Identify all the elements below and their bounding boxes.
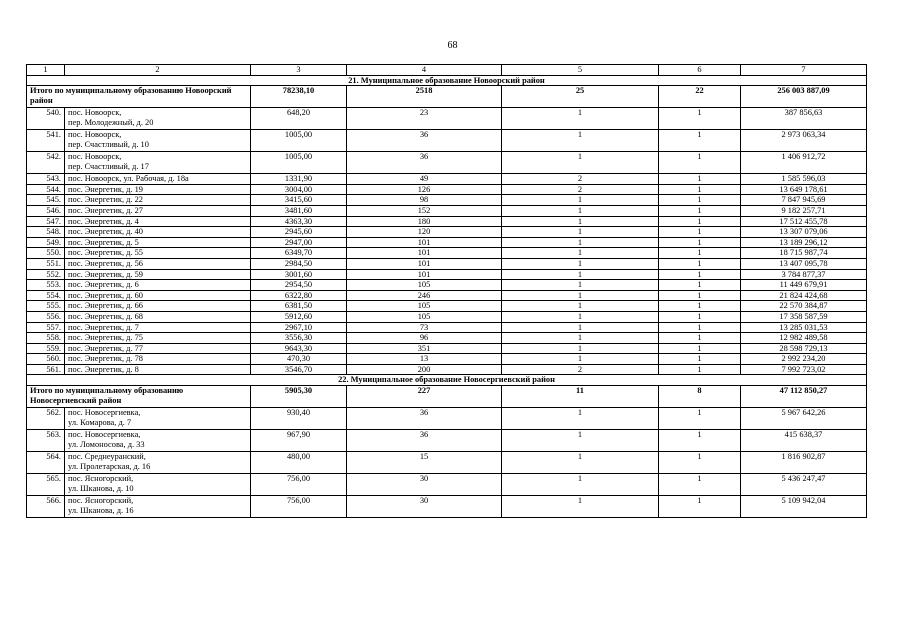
table-row (27, 258, 867, 269)
value-c4: 351 (347, 343, 502, 354)
address-cell (65, 248, 251, 259)
address-cell (65, 269, 251, 280)
value-c5: 1 (502, 408, 659, 430)
total-value-c6: 8 (659, 386, 741, 408)
address-line: ул. Ломоносова, д. 33 (68, 439, 145, 449)
value-c3: 756,00 (251, 474, 347, 496)
address-cell (65, 333, 251, 344)
address-line: пос. Энергетик, д. 8 (68, 364, 139, 374)
table-row (27, 216, 867, 227)
row-number: 566. (27, 496, 65, 518)
value-c3: 480,00 (251, 452, 347, 474)
address-line: пер. Молодежный, д. 20 (68, 117, 154, 127)
table-body (27, 65, 867, 518)
address-cell (65, 301, 251, 312)
value-c7: 17 358 587,59 (741, 311, 867, 322)
row-number: 563. (27, 430, 65, 452)
table-row (27, 152, 867, 174)
value-c5: 1 (502, 195, 659, 206)
address-line: пос. Новосергиевка, (68, 408, 141, 418)
value-c3: 648,20 (251, 108, 347, 130)
total-value-c7: 47 112 850,27 (741, 386, 867, 408)
value-c4: 36 (347, 430, 502, 452)
value-c5: 1 (502, 354, 659, 365)
table-row (27, 174, 867, 185)
value-c6: 1 (659, 205, 741, 216)
value-c5: 1 (502, 269, 659, 280)
table-row (27, 108, 867, 130)
value-c6: 1 (659, 311, 741, 322)
row-number: 552. (27, 269, 65, 280)
table-row (27, 354, 867, 365)
value-c3: 4363,30 (251, 216, 347, 227)
address-line: пос. Энергетик, д. 7 (68, 322, 139, 332)
value-c7: 387 856,63 (741, 108, 867, 130)
address-line: ул. Пролетарская, д. 16 (68, 461, 151, 471)
value-c6: 1 (659, 290, 741, 301)
address-line: пос. Энергетик, д. 5 (68, 237, 139, 247)
value-c3: 1005,00 (251, 130, 347, 152)
value-c7: 1 406 912,72 (741, 152, 867, 174)
row-number: 557. (27, 322, 65, 333)
value-c5: 1 (502, 333, 659, 344)
value-c6: 1 (659, 496, 741, 518)
value-c4: 98 (347, 195, 502, 206)
value-c7: 28 598 729,13 (741, 343, 867, 354)
value-c4: 246 (347, 290, 502, 301)
header-cell: 3 (251, 65, 347, 76)
value-c3: 3001,60 (251, 269, 347, 280)
section-title: 21. Муниципальное образование Новоорский район (27, 75, 867, 86)
row-number: 560. (27, 354, 65, 365)
value-c7: 5 967 642,26 (741, 408, 867, 430)
row-number: 547. (27, 216, 65, 227)
value-c6: 1 (659, 322, 741, 333)
value-c4: 105 (347, 301, 502, 312)
value-c5: 1 (502, 430, 659, 452)
value-c7: 13 407 095,78 (741, 258, 867, 269)
table-row (27, 195, 867, 206)
table-row (27, 184, 867, 195)
address-line: пос. Энергетик, д. 22 (68, 195, 143, 205)
value-c4: 30 (347, 496, 502, 518)
value-c7: 3 784 877,37 (741, 269, 867, 280)
table-row (27, 333, 867, 344)
value-c7: 18 715 987,74 (741, 248, 867, 259)
value-c6: 1 (659, 184, 741, 195)
address-line: пос. Среднеуранский, (68, 452, 146, 462)
address-line: пос. Энергетик, д. 27 (68, 205, 143, 215)
value-c5: 2 (502, 174, 659, 185)
table-row (27, 248, 867, 259)
table-row (27, 496, 867, 518)
table-row (27, 130, 867, 152)
address-cell (65, 311, 251, 322)
address-line: пос. Новоорск, ул. Рабочая, д. 18а (68, 174, 189, 184)
value-c5: 1 (502, 311, 659, 322)
value-c5: 1 (502, 216, 659, 227)
address-line: пос. Энергетик, д. 6 (68, 280, 139, 290)
address-line: пос. Ясногорский, (68, 474, 134, 484)
value-c5: 1 (502, 496, 659, 518)
address-line: пос. Энергетик, д. 4 (68, 216, 139, 226)
table-row (27, 474, 867, 496)
address-cell (65, 322, 251, 333)
value-c5: 1 (502, 248, 659, 259)
header-cell: 1 (27, 65, 65, 76)
total-value-c4: 2518 (347, 86, 502, 108)
row-number: 562. (27, 408, 65, 430)
value-c7: 1 816 902,87 (741, 452, 867, 474)
total-value-c5: 25 (502, 86, 659, 108)
value-c3: 3004,00 (251, 184, 347, 195)
table-row (27, 227, 867, 238)
address-line: ул. Шканова, д. 10 (68, 483, 134, 493)
value-c4: 180 (347, 216, 502, 227)
value-c4: 101 (347, 258, 502, 269)
value-c6: 1 (659, 174, 741, 185)
value-c7: 13 285 031,53 (741, 322, 867, 333)
row-number: 542. (27, 152, 65, 174)
row-number: 545. (27, 195, 65, 206)
value-c3: 2984,50 (251, 258, 347, 269)
table-row (27, 205, 867, 216)
section-total-row (27, 86, 867, 108)
value-c4: 105 (347, 311, 502, 322)
value-c3: 2947,00 (251, 237, 347, 248)
value-c7: 13 307 079,06 (741, 227, 867, 238)
value-c7: 5 436 247,47 (741, 474, 867, 496)
value-c6: 1 (659, 364, 741, 375)
value-c5: 1 (502, 227, 659, 238)
value-c3: 9643,30 (251, 343, 347, 354)
address-line: пос. Энергетик, д. 77 (68, 343, 143, 353)
address-cell (65, 152, 251, 174)
value-c3: 6349,70 (251, 248, 347, 259)
housing-table (26, 64, 867, 518)
page-number: 68 (447, 40, 458, 51)
address-line: ул. Комарова, д. 7 (68, 417, 132, 427)
value-c7: 7 847 945,69 (741, 195, 867, 206)
row-number: 543. (27, 174, 65, 185)
value-c4: 101 (347, 248, 502, 259)
value-c6: 1 (659, 333, 741, 344)
value-c5: 1 (502, 301, 659, 312)
value-c4: 23 (347, 108, 502, 130)
value-c4: 101 (347, 269, 502, 280)
value-c5: 1 (502, 237, 659, 248)
address-cell (65, 430, 251, 452)
value-c7: 11 449 679,91 (741, 280, 867, 291)
value-c4: 36 (347, 408, 502, 430)
total-value-c5: 11 (502, 386, 659, 408)
total-label: Итого по муниципальному образованию Новоорский район (27, 86, 251, 108)
section-title-row (27, 75, 867, 86)
value-c6: 1 (659, 130, 741, 152)
row-number: 544. (27, 184, 65, 195)
value-c7: 13 189 296,12 (741, 237, 867, 248)
row-number: 548. (27, 227, 65, 238)
value-c5: 1 (502, 152, 659, 174)
column-number-header (27, 65, 867, 76)
section-total-row (27, 386, 867, 408)
table-row (27, 290, 867, 301)
value-c5: 1 (502, 343, 659, 354)
value-c6: 1 (659, 248, 741, 259)
value-c6: 1 (659, 280, 741, 291)
table-row (27, 430, 867, 452)
row-number: 556. (27, 311, 65, 322)
value-c4: 152 (347, 205, 502, 216)
row-number: 540. (27, 108, 65, 130)
address-cell (65, 343, 251, 354)
value-c3: 3481,60 (251, 205, 347, 216)
address-cell (65, 496, 251, 518)
row-number: 564. (27, 452, 65, 474)
row-number: 565. (27, 474, 65, 496)
value-c4: 73 (347, 322, 502, 333)
table-row (27, 452, 867, 474)
address-line: пос. Энергетик, д. 19 (68, 184, 143, 194)
address-line: пос. Энергетик, д. 56 (68, 258, 143, 268)
header-cell: 6 (659, 65, 741, 76)
header-cell: 2 (65, 65, 251, 76)
value-c3: 2945,60 (251, 227, 347, 238)
table-row (27, 301, 867, 312)
value-c6: 1 (659, 343, 741, 354)
value-c7: 17 512 455,78 (741, 216, 867, 227)
value-c7: 2 992 234,20 (741, 354, 867, 365)
value-c5: 2 (502, 364, 659, 375)
address-cell (65, 205, 251, 216)
value-c6: 1 (659, 354, 741, 365)
value-c4: 36 (347, 152, 502, 174)
value-c3: 3546,70 (251, 364, 347, 375)
value-c3: 6322,80 (251, 290, 347, 301)
value-c5: 1 (502, 290, 659, 301)
value-c3: 6381,50 (251, 301, 347, 312)
value-c5: 1 (502, 280, 659, 291)
address-line: пос. Ясногорский, (68, 496, 134, 506)
value-c3: 5912,60 (251, 311, 347, 322)
total-value-c3: 5905,30 (251, 386, 347, 408)
value-c4: 30 (347, 474, 502, 496)
address-cell (65, 452, 251, 474)
address-line: пер. Счастливый, д. 17 (68, 161, 149, 171)
value-c5: 2 (502, 184, 659, 195)
row-number: 554. (27, 290, 65, 301)
address-line: пос. Энергетик, д. 78 (68, 354, 143, 364)
value-c6: 1 (659, 269, 741, 280)
table-row (27, 280, 867, 291)
value-c4: 13 (347, 354, 502, 365)
value-c6: 1 (659, 301, 741, 312)
row-number: 551. (27, 258, 65, 269)
table-row (27, 364, 867, 375)
value-c6: 1 (659, 430, 741, 452)
value-c6: 1 (659, 452, 741, 474)
value-c3: 3415,60 (251, 195, 347, 206)
address-line: пос. Новосергиевка, (68, 430, 141, 440)
value-c6: 1 (659, 216, 741, 227)
address-line: пер. Счастливый, д. 10 (68, 139, 149, 149)
address-line: пос. Энергетик, д. 68 (68, 311, 143, 321)
address-cell (65, 130, 251, 152)
value-c4: 36 (347, 130, 502, 152)
value-c7: 2 973 063,34 (741, 130, 867, 152)
value-c4: 49 (347, 174, 502, 185)
section-title-row (27, 375, 867, 386)
value-c3: 2954,50 (251, 280, 347, 291)
address-cell (65, 258, 251, 269)
address-line: ул. Шканова, д. 16 (68, 505, 134, 515)
value-c5: 1 (502, 322, 659, 333)
value-c4: 101 (347, 237, 502, 248)
row-number: 541. (27, 130, 65, 152)
value-c3: 470,30 (251, 354, 347, 365)
table-row (27, 237, 867, 248)
row-number: 549. (27, 237, 65, 248)
row-number: 558. (27, 333, 65, 344)
value-c5: 1 (502, 452, 659, 474)
value-c7: 7 992 723,02 (741, 364, 867, 375)
address-cell (65, 108, 251, 130)
total-value-c3: 78238,10 (251, 86, 347, 108)
address-cell (65, 280, 251, 291)
address-line: пос. Энергетик, д. 40 (68, 227, 143, 237)
address-line: пос. Энергетик, д. 59 (68, 269, 143, 279)
row-number: 553. (27, 280, 65, 291)
row-number: 561. (27, 364, 65, 375)
total-value-c7: 256 003 887,09 (741, 86, 867, 108)
value-c3: 1331,90 (251, 174, 347, 185)
value-c4: 15 (347, 452, 502, 474)
address-cell (65, 408, 251, 430)
value-c3: 756,00 (251, 496, 347, 518)
value-c4: 96 (347, 333, 502, 344)
value-c7: 22 570 384,87 (741, 301, 867, 312)
header-cell: 4 (347, 65, 502, 76)
total-label: Итого по муниципальному образованию Новосергиевский район (27, 386, 251, 408)
address-cell (65, 216, 251, 227)
address-cell (65, 227, 251, 238)
value-c4: 120 (347, 227, 502, 238)
value-c6: 1 (659, 152, 741, 174)
address-line: пос. Новоорск, (68, 130, 122, 140)
value-c7: 9 182 257,71 (741, 205, 867, 216)
value-c7: 12 982 489,58 (741, 333, 867, 344)
value-c7: 13 649 178,61 (741, 184, 867, 195)
value-c4: 126 (347, 184, 502, 195)
value-c5: 1 (502, 130, 659, 152)
table-row (27, 269, 867, 280)
value-c3: 3556,30 (251, 333, 347, 344)
value-c5: 1 (502, 258, 659, 269)
value-c6: 1 (659, 227, 741, 238)
address-line: пос. Энергетик, д. 55 (68, 248, 143, 258)
address-cell (65, 354, 251, 365)
table-row (27, 322, 867, 333)
value-c6: 1 (659, 474, 741, 496)
address-cell (65, 184, 251, 195)
value-c5: 1 (502, 108, 659, 130)
value-c5: 1 (502, 474, 659, 496)
address-cell (65, 195, 251, 206)
address-cell (65, 474, 251, 496)
value-c6: 1 (659, 258, 741, 269)
value-c3: 967,90 (251, 430, 347, 452)
header-cell: 7 (741, 65, 867, 76)
value-c7: 1 585 596,03 (741, 174, 867, 185)
value-c7: 415 638,37 (741, 430, 867, 452)
address-line: пос. Энергетик, д. 66 (68, 301, 143, 311)
address-line: пос. Новоорск, (68, 108, 122, 118)
value-c4: 200 (347, 364, 502, 375)
address-line: пос. Энергетик, д. 75 (68, 333, 143, 343)
table-row (27, 311, 867, 322)
value-c6: 1 (659, 408, 741, 430)
value-c6: 1 (659, 108, 741, 130)
row-number: 555. (27, 301, 65, 312)
row-number: 550. (27, 248, 65, 259)
value-c3: 930,40 (251, 408, 347, 430)
address-cell (65, 364, 251, 375)
total-value-c4: 227 (347, 386, 502, 408)
address-line: пос. Новоорск, (68, 152, 122, 162)
address-cell (65, 237, 251, 248)
table-row (27, 343, 867, 354)
value-c3: 1005,00 (251, 152, 347, 174)
row-number: 559. (27, 343, 65, 354)
value-c7: 5 109 942,04 (741, 496, 867, 518)
row-number: 546. (27, 205, 65, 216)
address-cell (65, 174, 251, 185)
total-value-c6: 22 (659, 86, 741, 108)
value-c6: 1 (659, 237, 741, 248)
table-row (27, 408, 867, 430)
value-c4: 105 (347, 280, 502, 291)
value-c5: 1 (502, 205, 659, 216)
value-c6: 1 (659, 195, 741, 206)
address-line: пос. Энергетик, д. 60 (68, 290, 143, 300)
value-c3: 2967,10 (251, 322, 347, 333)
address-cell (65, 290, 251, 301)
section-title: 22. Муниципальное образование Новосергиевский район (27, 375, 867, 386)
value-c7: 21 824 424,68 (741, 290, 867, 301)
header-cell: 5 (502, 65, 659, 76)
